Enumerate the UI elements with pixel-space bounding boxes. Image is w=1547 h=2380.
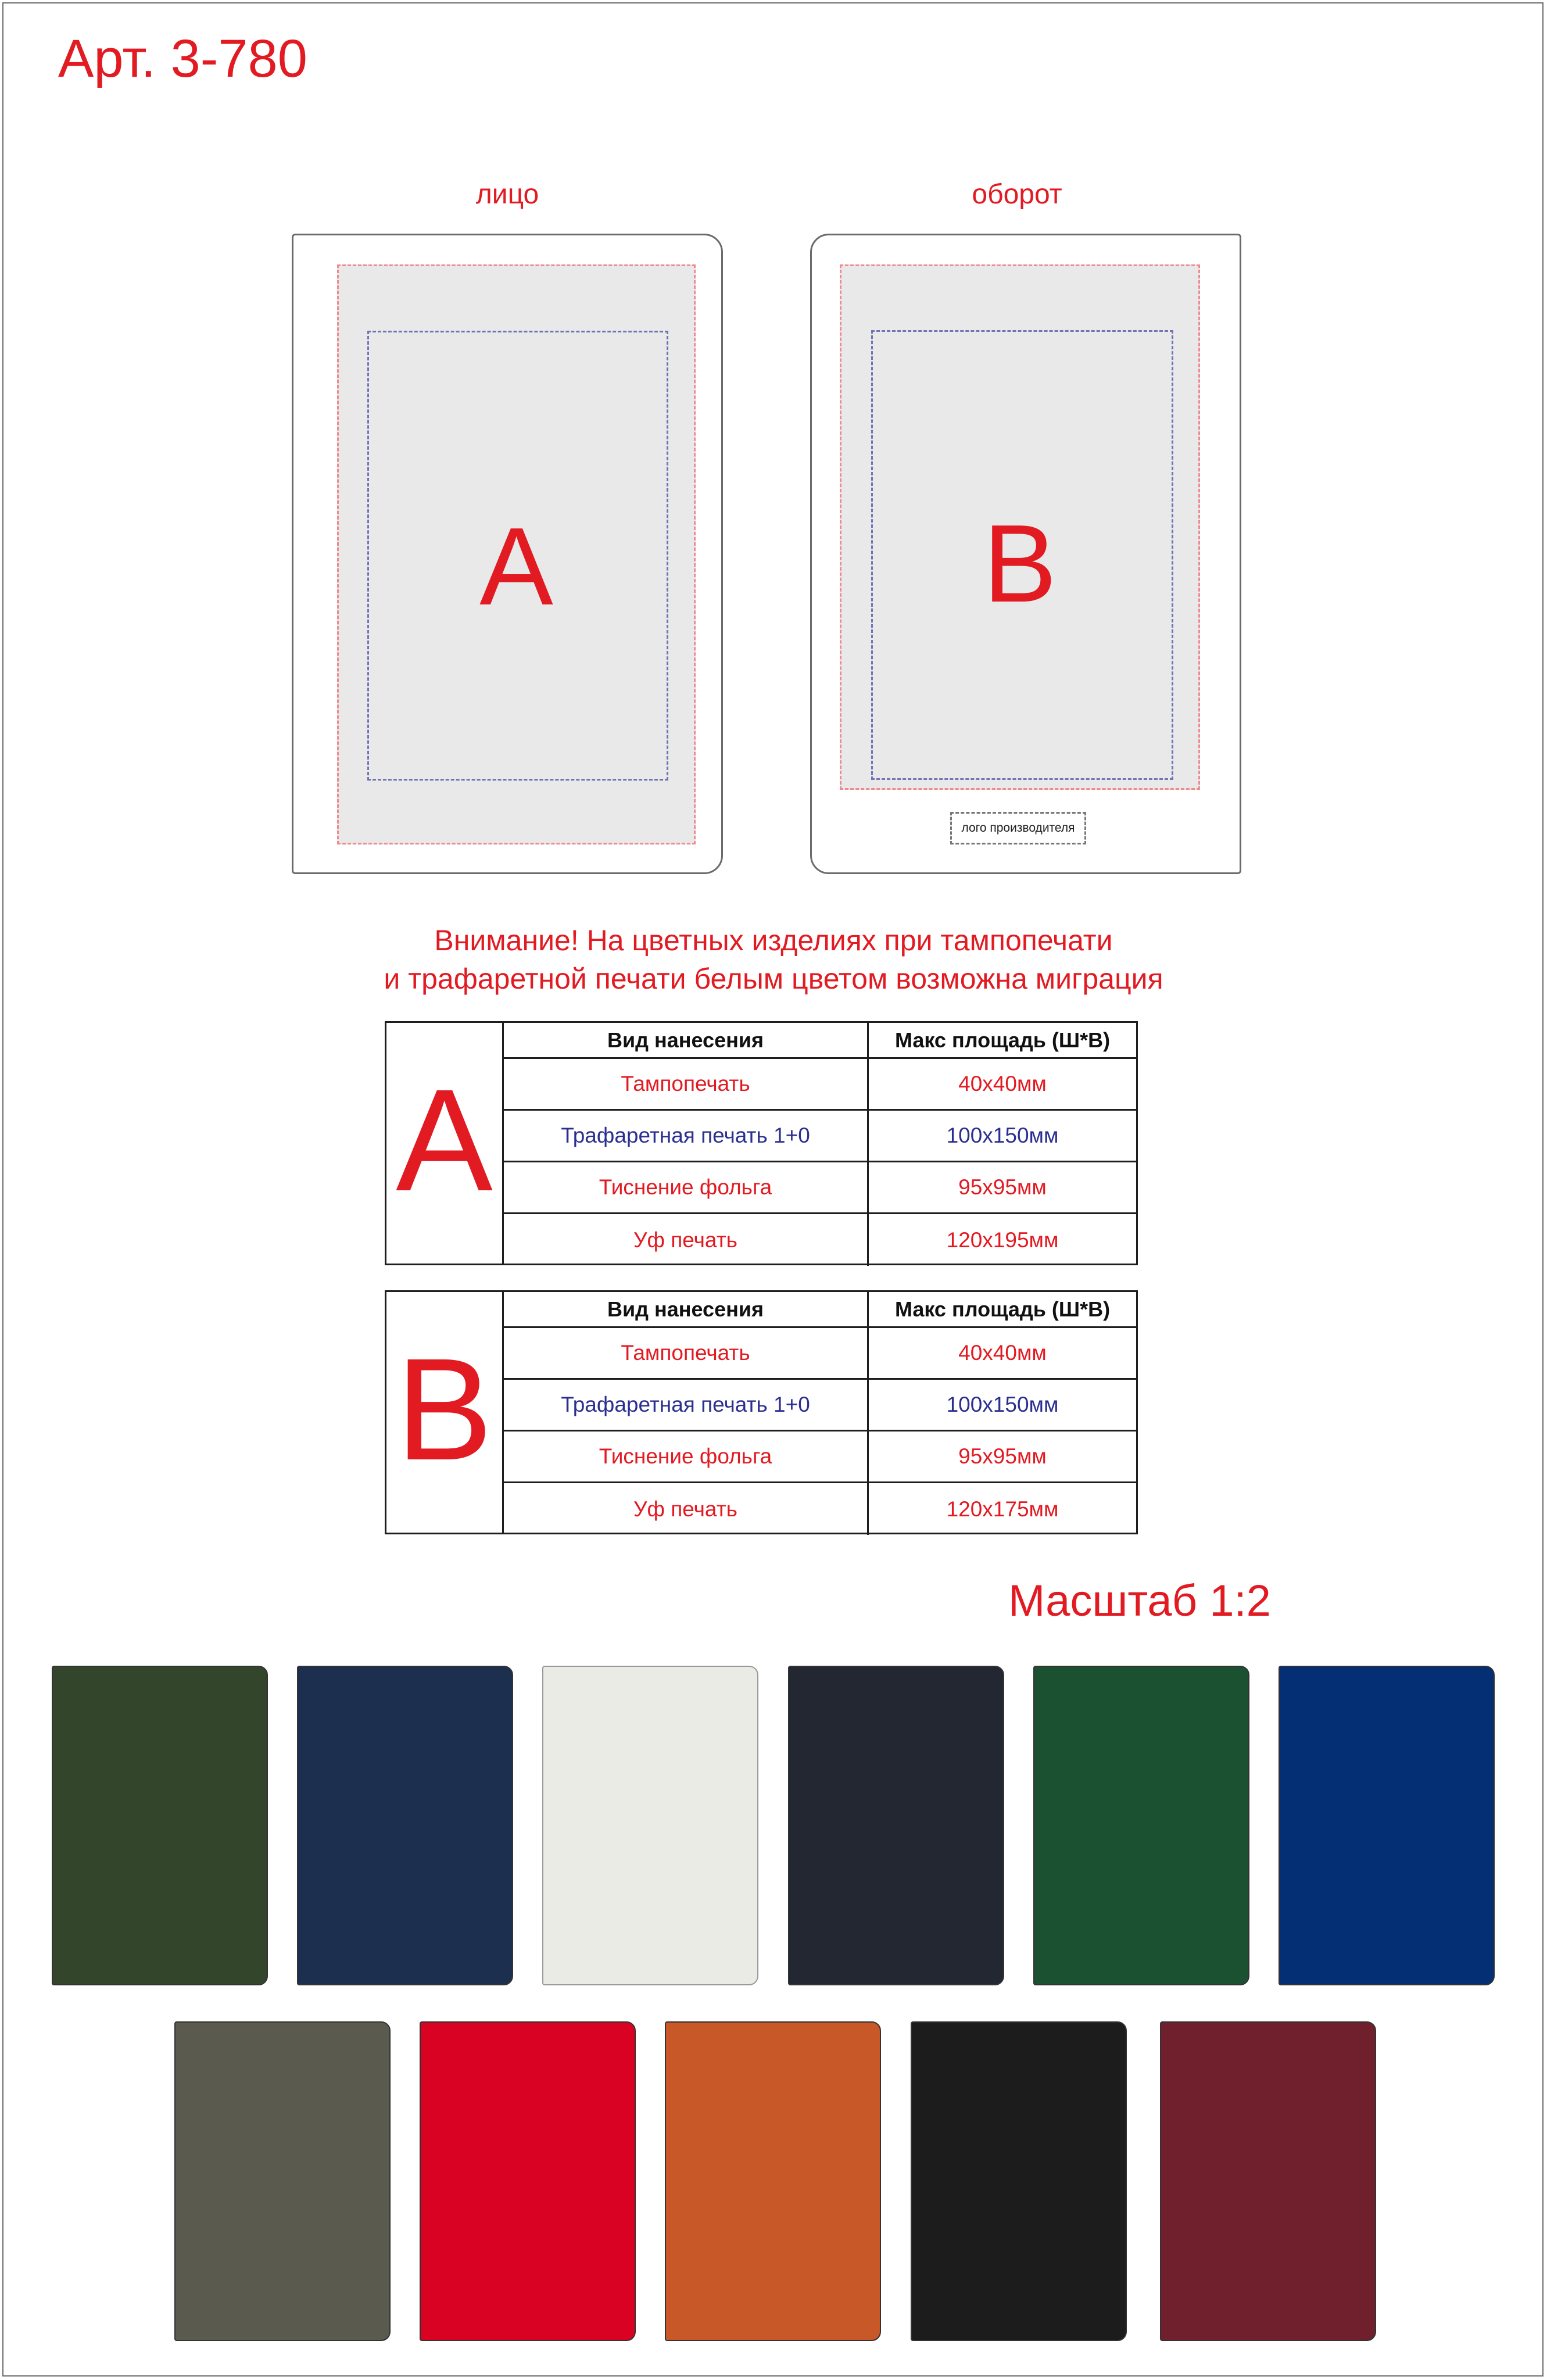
table-row	[504, 1431, 1136, 1483]
method-cell: Трафаретная печать 1+0	[504, 1111, 869, 1161]
header-size: Макс площадь (Ш*В)	[894, 1028, 1111, 1052]
table-a	[385, 1021, 1138, 1265]
size-cell: 120х195мм	[946, 1227, 1059, 1252]
color-swatch	[911, 2021, 1127, 2341]
method-cell: Уф печать	[504, 1483, 869, 1535]
table-row	[504, 1380, 1136, 1431]
color-swatch	[1033, 1666, 1249, 1985]
table-row	[504, 1214, 1136, 1266]
table-b	[385, 1290, 1138, 1534]
color-swatch	[788, 1666, 1004, 1985]
article-title: Арт. 3-780	[58, 29, 307, 88]
color-swatch	[1160, 2021, 1376, 2341]
table-header-row	[504, 1023, 1136, 1059]
size-cell: 100х150мм	[946, 1393, 1059, 1416]
size-cell: 100х150мм	[946, 1123, 1059, 1147]
warning-text	[0, 921, 1547, 998]
front-cover	[292, 234, 723, 874]
back-print-zone	[840, 264, 1200, 790]
warning-line-2: и трафаретной печати белым цветом возможна миграция	[384, 962, 1163, 995]
front-letter: A	[479, 505, 553, 628]
color-swatch	[174, 2021, 391, 2341]
header-size: Макс площадь (Ш*В)	[894, 1297, 1111, 1321]
method-cell: Тампопечать	[504, 1328, 869, 1378]
table-a-grid	[504, 1023, 1136, 1266]
table-b-letter-cell	[386, 1292, 504, 1533]
table-row	[504, 1162, 1136, 1214]
method-cell: Трафаретная печать 1+0	[504, 1380, 869, 1430]
table-b-letter: B	[396, 1328, 493, 1490]
header-method: Вид нанесения	[504, 1292, 869, 1326]
size-cell: 95х95мм	[958, 1444, 1047, 1468]
table-row	[504, 1059, 1136, 1111]
size-cell: 120х175мм	[946, 1497, 1059, 1521]
warning-line-1: Внимание! На цветных изделиях при тампопечати	[434, 924, 1113, 957]
method-cell: Тиснение фольга	[504, 1162, 869, 1212]
method-cell: Уф печать	[504, 1214, 869, 1266]
table-row	[504, 1483, 1136, 1535]
front-label: лицо	[475, 179, 539, 210]
method-cell: Тиснение фольга	[504, 1431, 869, 1481]
size-cell: 40х40мм	[958, 1072, 1047, 1096]
size-cell: 40х40мм	[958, 1341, 1047, 1365]
size-cell: 95х95мм	[958, 1175, 1047, 1199]
table-row	[504, 1111, 1136, 1162]
table-header-row	[504, 1292, 1136, 1328]
back-cover	[810, 234, 1241, 874]
back-label: оборот	[972, 179, 1062, 210]
color-swatch	[420, 2021, 636, 2341]
color-swatch	[665, 2021, 881, 2341]
header-method: Вид нанесения	[504, 1023, 869, 1057]
color-swatch	[542, 1666, 758, 1985]
table-row	[504, 1328, 1136, 1380]
color-swatch	[1279, 1666, 1495, 1985]
color-swatch	[52, 1666, 268, 1985]
front-print-zone	[337, 264, 696, 844]
color-swatch	[297, 1666, 513, 1985]
manufacturer-logo-box: лого производителя	[950, 812, 1086, 844]
method-cell: Тампопечать	[504, 1059, 869, 1109]
scale-label: Масштаб 1:2	[1008, 1576, 1271, 1626]
back-letter: B	[983, 502, 1057, 625]
table-b-grid	[504, 1292, 1136, 1535]
table-a-letter: A	[396, 1059, 493, 1221]
table-a-letter-cell	[386, 1023, 504, 1264]
